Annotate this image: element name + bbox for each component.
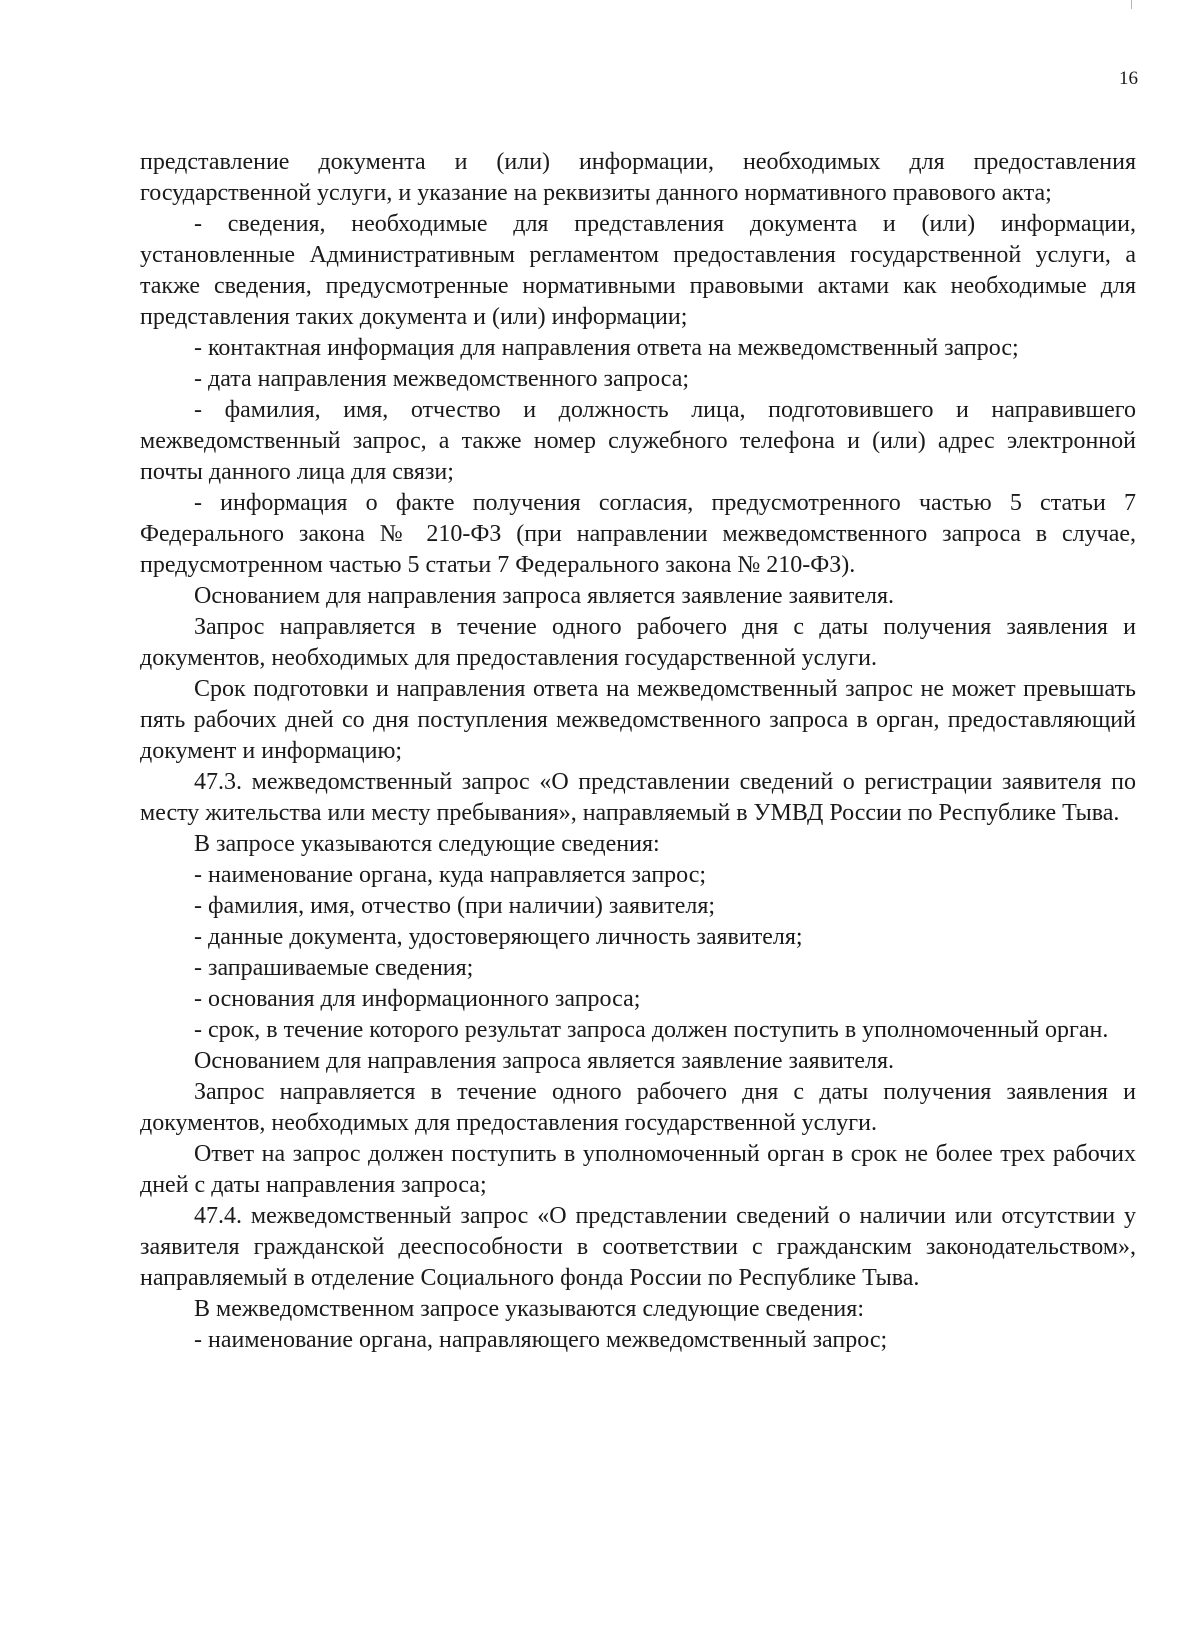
paragraph: - наименование органа, куда направляется запрос; bbox=[194, 862, 707, 888]
paragraph: В запросе указываются следующие сведения: bbox=[194, 831, 660, 857]
document-body bbox=[140, 147, 1136, 1356]
paragraph: - фамилия, имя, отчество и должность лица, подготовившего и направившего межведомственный запрос, а также номер служебного телефона и (или) адрес электронной почты данного лица для связи; bbox=[140, 397, 1136, 485]
paragraph: - срок, в течение которого результат запроса должен поступить в уполномоченный орган. bbox=[194, 1017, 1109, 1043]
paragraph: представление документа и (или) информации, необходимых для предоставления государственной услуги, и указание на реквизиты данного нормативного правового акта; bbox=[140, 149, 1136, 206]
paragraph: 47.4. межведомственный запрос «О представлении сведений о наличии или отсутствии у заявителя гражданской дееспособности в соответствии с гражданским законодательством», направляемый в отделение Социального фонда России по Республике Тыва. bbox=[140, 1203, 1136, 1291]
paragraph: Срок подготовки и направления ответа на межведомственный запрос не может превышать пять рабочих дней со дня поступления межведомственного запроса в орган, предоставляющий документ и информацию; bbox=[140, 676, 1136, 764]
paragraph: В межведомственном запросе указываются следующие сведения: bbox=[194, 1296, 864, 1322]
paragraph: - данные документа, удостоверяющего личность заявителя; bbox=[194, 924, 803, 950]
paragraph: Запрос направляется в течение одного рабочего дня с даты получения заявления и документов, необходимых для предоставления государственной услуги. bbox=[140, 1079, 1136, 1136]
paragraph: 47.3. межведомственный запрос «О представлении сведений о регистрации заявителя по месту жительства или месту пребывания», направляемый в УМВД России по Республике Тыва. bbox=[140, 769, 1136, 826]
paragraph: Запрос направляется в течение одного рабочего дня с даты получения заявления и документов, необходимых для предоставления государственной услуги. bbox=[140, 614, 1136, 671]
scan-edge-mark bbox=[1131, 0, 1132, 9]
paragraph: - информация о факте получения согласия, предусмотренного частью 5 статьи 7 Федерального закона № 210-ФЗ (при направлении межведомственного запроса в случае, предусмотренном частью 5 статьи 7 Федерального закона № 210-ФЗ). bbox=[140, 490, 1136, 578]
paragraph: Ответ на запрос должен поступить в уполномоченный орган в срок не более трех рабочих дней с даты направления запроса; bbox=[140, 1141, 1136, 1198]
paragraph: - сведения, необходимые для представления документа и (или) информации, установленные Административным регламентом предоставления государственной услуги, а также сведения, предусмотренные нормативными правовыми актами как необходимые для представления таких документа и (или) информации; bbox=[140, 211, 1136, 330]
paragraph: Основанием для направления запроса является заявление заявителя. bbox=[194, 1048, 895, 1074]
paragraph: Основанием для направления запроса является заявление заявителя. bbox=[194, 583, 895, 609]
paragraph: - фамилия, имя, отчество (при наличии) заявителя; bbox=[194, 893, 716, 919]
page-number: 16 bbox=[1119, 68, 1138, 89]
paragraph: - дата направления межведомственного запроса; bbox=[194, 366, 690, 392]
paragraph: - основания для информационного запроса; bbox=[194, 986, 641, 1012]
paragraph: - наименование органа, направляющего межведомственный запрос; bbox=[194, 1327, 888, 1353]
paragraph: - контактная информация для направления ответа на межведомственный запрос; bbox=[194, 335, 1019, 361]
paragraph: - запрашиваемые сведения; bbox=[194, 955, 474, 981]
